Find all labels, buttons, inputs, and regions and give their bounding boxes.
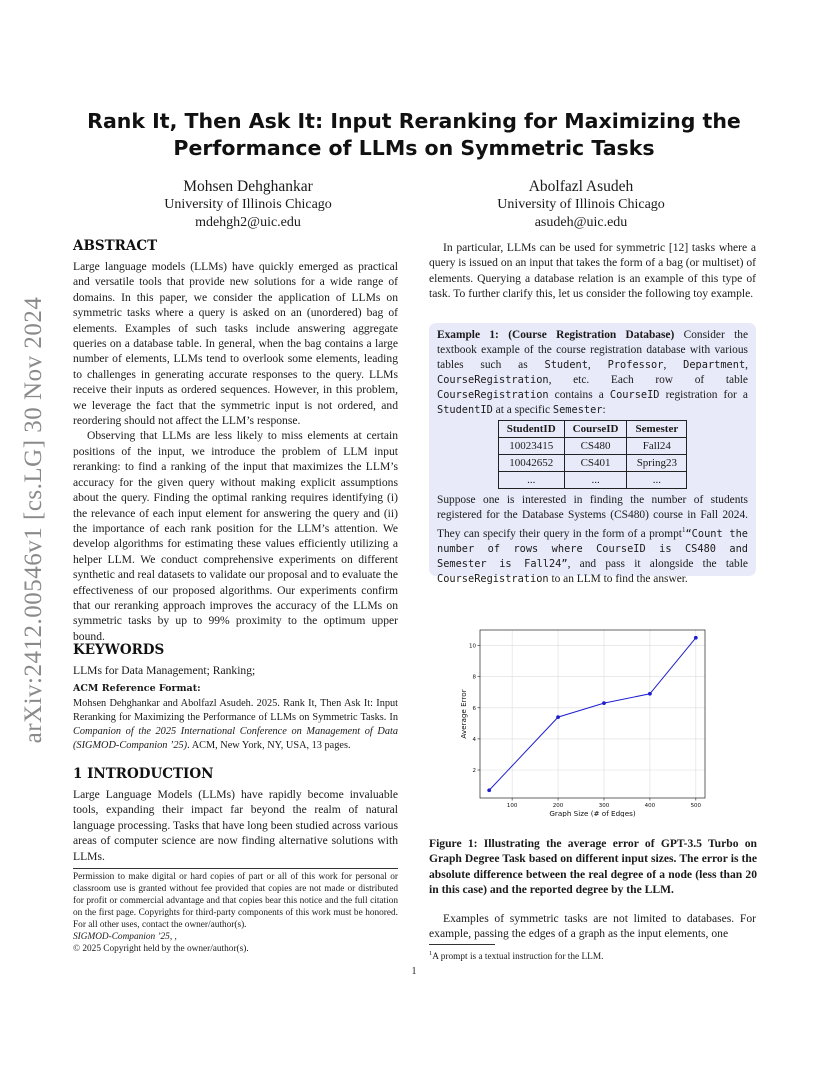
paper-title: Rank It, Then Ask It: Input Reranking for Maximizing the Performance of LLMs on Symmetric Tasks (87, 109, 741, 160)
example-text: Example 1: (Course Registration Database) Consider the textbook example of the course registration database with various tables such as Student, Professor, Department, CourseRegistration, etc. Each row of table CourseRegistration contains a CourseID registration for a StudentID at a specific Semester: (437, 329, 749, 416)
abstract-paragraph-2: Observing that LLMs are less likely to miss elements at certain positions of the input, we introduce the problem of LLM input reranking: to find a ranking of the input that maximizes the LLM’s accuracy for the given query without making explicit assumptions about the query. Finding the optimal ranking requires identifying (i) the relevance of each input element for answering the query and (ii) the importance of each rank position for the LLM’s attention. We develop algorithms for estimating these values efficiently utilizing a helper LLM. We conduct comprehensive experiments on different synthetic and real datasets to validate our proposal and to evaluate the effectiveness of our proposed algorithms. Our experiments confirm that our reranking approach improves the accuracy of the LLMs on symmetric tasks by up to 99% proximity to the optimum upper bound. (73, 429, 398, 643)
code-department: Department (683, 359, 746, 371)
abstract-heading: ABSTRACT (73, 238, 158, 254)
y-tick-label: 4 (472, 736, 476, 743)
code-professor: Professor (607, 359, 664, 371)
y-axis-label: Average Error (459, 689, 468, 739)
author-affiliation: University of Illinois Chicago (497, 197, 665, 212)
y-tick-label: 2 (472, 768, 476, 774)
arxiv-id: arXiv:2412.00546v1 [cs.LG] 30 Nov 2024 (20, 296, 47, 744)
table-row (498, 455, 687, 472)
series-line (489, 638, 696, 790)
average-error-chart (455, 622, 720, 817)
table-cell: Spring23 (627, 455, 687, 472)
permission-notice (73, 871, 398, 955)
footnote-ref: 1 (681, 526, 686, 534)
permission-text: Permission to make digital or hard copies of part or all of this work for personal or classroom use is granted without fee provided that copies are not made or distributed for profit or commercial advantage and that copies bear this notice and the full citation on the first page. Copyrights for third-party components of this work must be honored. For all other uses, contact the owner/author(s). (73, 872, 398, 930)
table-cell: ... (498, 472, 564, 489)
data-point (694, 636, 698, 640)
example-box (429, 323, 756, 585)
footnote-mark: 1 (429, 950, 433, 957)
example-text-part: , and pass it alongside the table (567, 557, 748, 570)
acm-ref-text (73, 697, 398, 753)
acm-ref-heading: ACM Reference Format: (73, 683, 201, 694)
acm-ref-before: Mohsen Dehghankar and Abolfazl Asudeh. 2025. Rank It, Then Ask It: Input Reranking for Maximizing the Performance of LLMs on Symmetric Tasks. In (73, 698, 398, 723)
code-courseregistration: CourseRegistration (437, 374, 549, 386)
example-name: (Course Registration Database) (508, 329, 675, 341)
table-header-row (498, 421, 687, 438)
copyright-line: © 2025 Copyright held by the owner/author(s). (73, 944, 249, 954)
example-text-part: Suppose one is interested in finding the number of students registered for the Database Systems (CS480) course in Fall 2024. They can specify their query in the form of a prompt (437, 494, 748, 540)
example-text-part: at a specific (492, 404, 553, 416)
example-text-part: : (602, 404, 606, 416)
footnote-text: A prompt is a textual instruction for the LLM. (432, 952, 604, 963)
footnote (429, 948, 756, 963)
table-cell: 10023415 (498, 438, 564, 455)
table-row (498, 472, 687, 489)
author-block-1 (118, 178, 378, 232)
acm-ref-after: . ACM, New York, NY, USA, 13 pages. (187, 740, 351, 751)
x-tick-label: 400 (644, 803, 656, 809)
table-cell: 10042652 (498, 455, 564, 472)
intro-heading: 1 INTRODUCTION (73, 766, 214, 782)
author-block-2 (451, 178, 711, 232)
table-cell: ... (627, 472, 687, 489)
example-text-part: Consider the textbook example of the course registration database with various tables such as (437, 329, 749, 371)
author-affiliation: University of Illinois Chicago (164, 197, 332, 212)
plot-frame (480, 630, 705, 798)
table-cell: CS401 (564, 455, 627, 472)
code-studentid: StudentID (437, 404, 493, 416)
y-tick-label: 6 (472, 705, 476, 712)
example-text-part: , etc. Each row of table (548, 374, 748, 386)
abstract-paragraph-1: Large language models (LLMs) have quickly emerged as practical and versatile tools that provide new solutions for a wide range of domains. In this paper, we consider the application of LLMs on symmetric tasks where a query is asked on an (unordered) bag of elements. Examples of such tasks include answering aggregate queries on a database table. In general, when the bag contains a large number of elements, LLMs tend to overlook some elements, leading to challenges in generating accurate responses to the query. LLMs receive their inputs as ordered sequences. However, in this problem, we leverage the fact that the symmetric input is not ordered, and reordering should not affect the LLM’s response. (73, 260, 398, 428)
table-cell: ... (564, 472, 627, 489)
intro-paragraph-2: In particular, LLMs can be used for symmetric [12] tasks where a query is issued on an input that takes the form of a bag (or multiset) of elements. Querying a database relation is an example of this type of task. To further clarify this, let us consider the following toy example. (429, 241, 756, 301)
example-text-part: registration for a (659, 389, 748, 401)
data-point (648, 692, 652, 696)
example-label: Example 1: (437, 329, 499, 341)
arxiv-sidebar-stamp (14, 250, 54, 790)
table-cell: Fall24 (627, 438, 687, 455)
code-courseregistration: CourseRegistration (437, 572, 549, 585)
acm-ref-venue: Companion of the 2025 International Conference on Management of Data (SIGMOD-Companion ’25) (73, 726, 398, 751)
x-tick-label: 100 (506, 803, 518, 809)
right-paragraph-last: Examples of symmetric tasks are not limited to databases. For example, passing the edges of a graph as the input elements, one (429, 912, 756, 941)
y-tick-label: 8 (472, 674, 476, 681)
table-cell: CS480 (564, 438, 627, 455)
code-courseregistration: CourseRegistration (437, 389, 549, 401)
code-student: Student (544, 359, 588, 371)
column-header: StudentID (498, 421, 564, 438)
abstract-body (73, 259, 398, 644)
example-query-text (437, 493, 748, 587)
page-number: 1 (411, 966, 417, 977)
x-tick-label: 500 (690, 803, 702, 809)
footnote-divider (73, 868, 398, 869)
permission-venue: SIGMOD-Companion ’25, , (73, 932, 177, 942)
keywords-heading: KEYWORDS (73, 642, 165, 658)
author-email: mdehgh2@uic.edu (195, 215, 301, 230)
code-prompt: “Count the number of rows where CourseID is CS480 and Semester is Fall24” (437, 527, 748, 570)
figure-caption: Figure 1: Illustrating the average error of GPT-3.5 Turbo on Graph Degree Task based on different input sizes. The error is the absolute difference between the real degree of a node (less than 20 in this case) and the reported degree by the LLM. (429, 837, 757, 897)
x-tick-label: 300 (598, 803, 610, 809)
y-tick-label: 10 (469, 643, 476, 650)
table-row (498, 438, 687, 455)
data-point (556, 715, 560, 719)
code-semester: Semester (552, 404, 603, 416)
x-tick-label: 200 (552, 803, 564, 809)
intro-paragraph-1: Large Language Models (LLMs) have rapidly become invaluable tools, expanding their impact far beyond the realm of natural language processing. Tasks that have long been studied across various areas of computer science are now finding alternative solutions with LLMs. (73, 788, 398, 863)
author-name: Mohsen Dehghankar (183, 178, 313, 195)
example-table (498, 420, 688, 489)
data-point (602, 701, 606, 705)
column-header: CourseID (564, 421, 627, 438)
data-point (487, 788, 491, 792)
author-email: asudeh@uic.edu (534, 215, 628, 230)
keywords-text: LLMs for Data Management; Ranking; (73, 664, 256, 677)
footnote-divider-right (429, 944, 495, 945)
author-name: Abolfazl Asudeh (528, 178, 634, 195)
code-courseid: CourseID (609, 389, 660, 401)
column-header: Semester (627, 421, 687, 438)
example-text-part: to an LLM to find the answer. (548, 572, 688, 585)
example-text-part: contains a (548, 389, 610, 401)
x-axis-label: Graph Size (# of Edges) (549, 809, 636, 817)
